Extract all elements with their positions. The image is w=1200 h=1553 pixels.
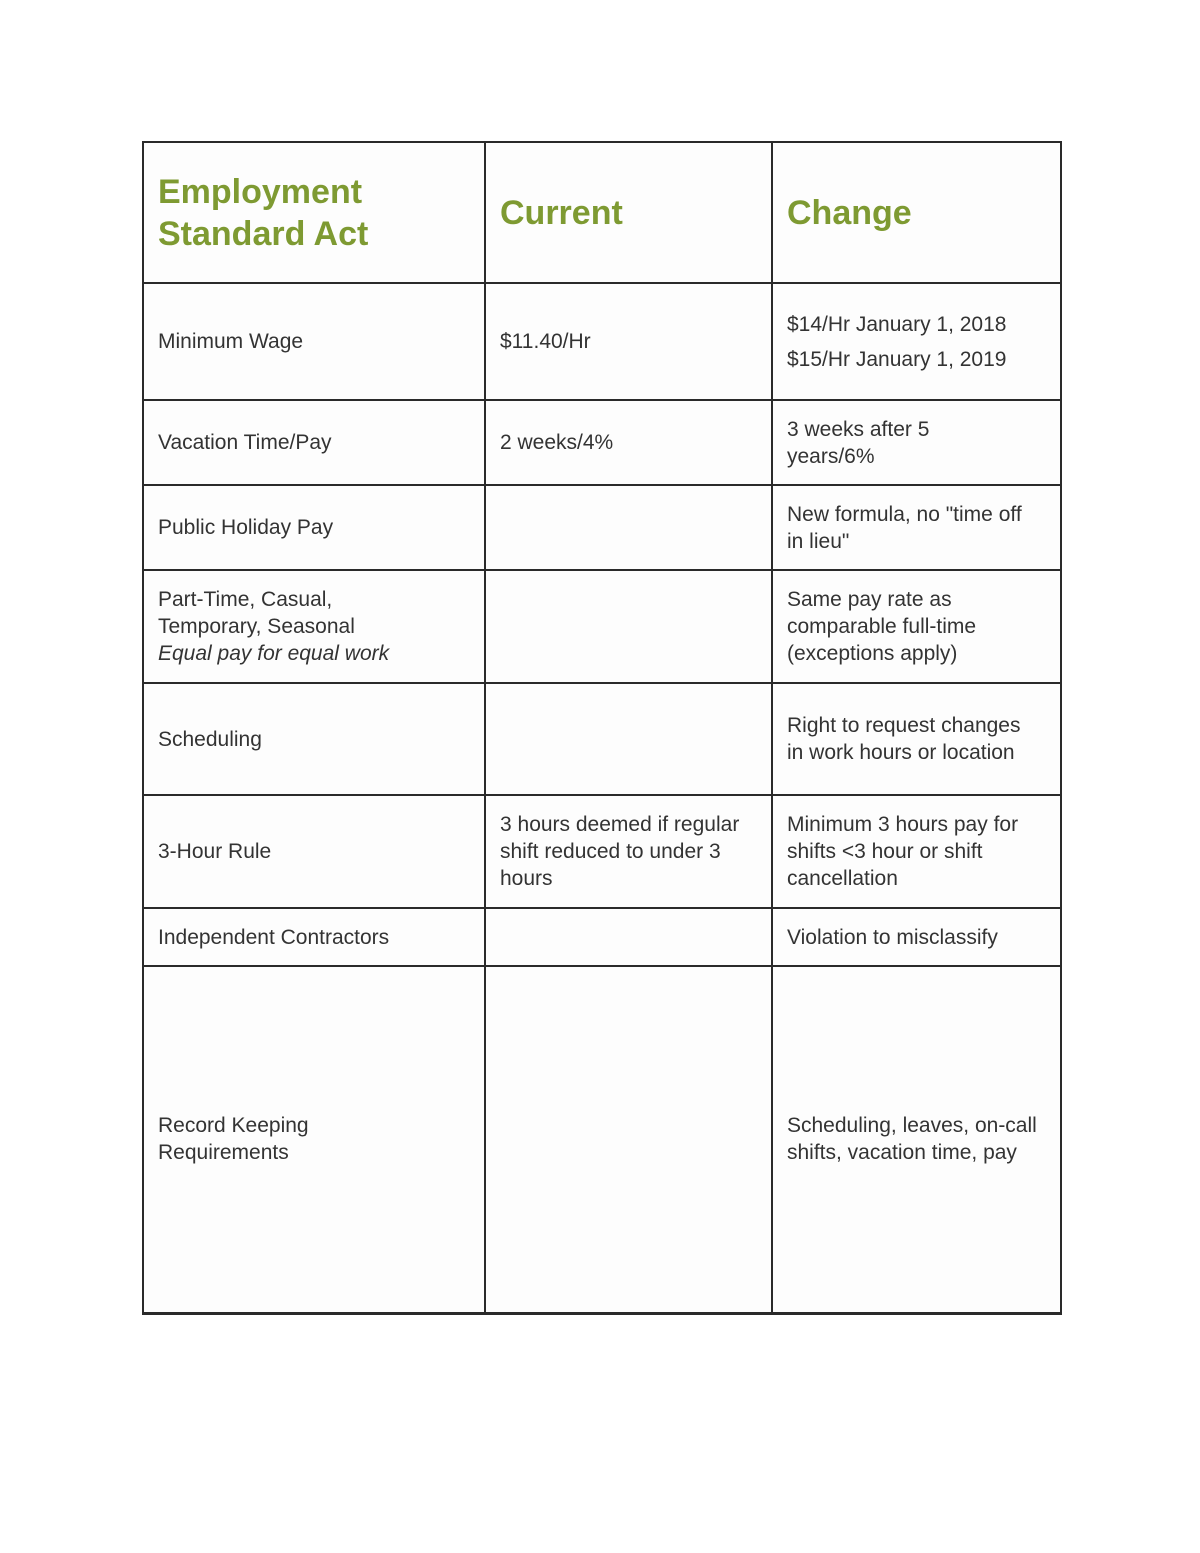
header-current: Current: [485, 142, 772, 283]
row-item-minimum-wage: Minimum Wage: [143, 283, 485, 400]
item-note: Equal pay for equal work: [158, 642, 390, 665]
employment-standards-table: [142, 141, 1062, 1315]
table-row: [143, 485, 1061, 570]
table-row: [143, 400, 1061, 485]
row-change-part-time: Same pay rate as comparable full-time (exceptions apply): [772, 570, 1061, 683]
table-row: [143, 283, 1061, 400]
row-current-vacation: 2 weeks/4%: [485, 400, 772, 485]
row-current-record-keeping: [485, 966, 772, 1313]
table-row: [143, 570, 1061, 683]
row-current-minimum-wage: $11.40/Hr: [485, 283, 772, 400]
change-line: $14/Hr January 1, 2018: [787, 312, 1007, 336]
row-current-3-hour-rule: 3 hours deemed if regular shift reduced to under 3 hours: [485, 795, 772, 908]
row-change-record-keeping: Scheduling, leaves, on-call shifts, vacation time, pay: [772, 966, 1061, 1313]
row-change-minimum-wage: [772, 283, 1061, 400]
row-item-independent-contractors: Independent Contractors: [143, 908, 485, 966]
header-change: Change: [772, 142, 1061, 283]
row-change-public-holiday: New formula, no "time off in lieu": [772, 485, 1061, 570]
row-current-public-holiday: [485, 485, 772, 570]
item-line: Part-Time, Casual, Temporary, Seasonal: [158, 588, 355, 638]
table-header-row: [143, 142, 1061, 283]
change-line: $15/Hr January 1, 2019: [787, 347, 1007, 371]
row-item-vacation: Vacation Time/Pay: [143, 400, 485, 485]
row-current-scheduling: [485, 683, 772, 795]
row-item-3-hour-rule: 3-Hour Rule: [143, 795, 485, 908]
row-item-part-time: [143, 570, 485, 683]
table-row: [143, 795, 1061, 908]
row-item-scheduling: Scheduling: [143, 683, 485, 795]
header-employment-standard-act: Employment Standard Act: [143, 142, 485, 283]
table-row: [143, 908, 1061, 966]
row-current-part-time: [485, 570, 772, 683]
row-change-independent-contractors: Violation to misclassify: [772, 908, 1061, 966]
row-item-record-keeping: Record Keeping Requirements: [143, 966, 485, 1313]
row-current-independent-contractors: [485, 908, 772, 966]
table-row: [143, 683, 1061, 795]
row-change-vacation: 3 weeks after 5 years/6%: [772, 400, 1061, 485]
table-row: [143, 966, 1061, 1313]
row-change-scheduling: Right to request changes in work hours or location: [772, 683, 1061, 795]
row-change-3-hour-rule: Minimum 3 hours pay for shifts <3 hour or shift cancellation: [772, 795, 1061, 908]
row-item-public-holiday: Public Holiday Pay: [143, 485, 485, 570]
